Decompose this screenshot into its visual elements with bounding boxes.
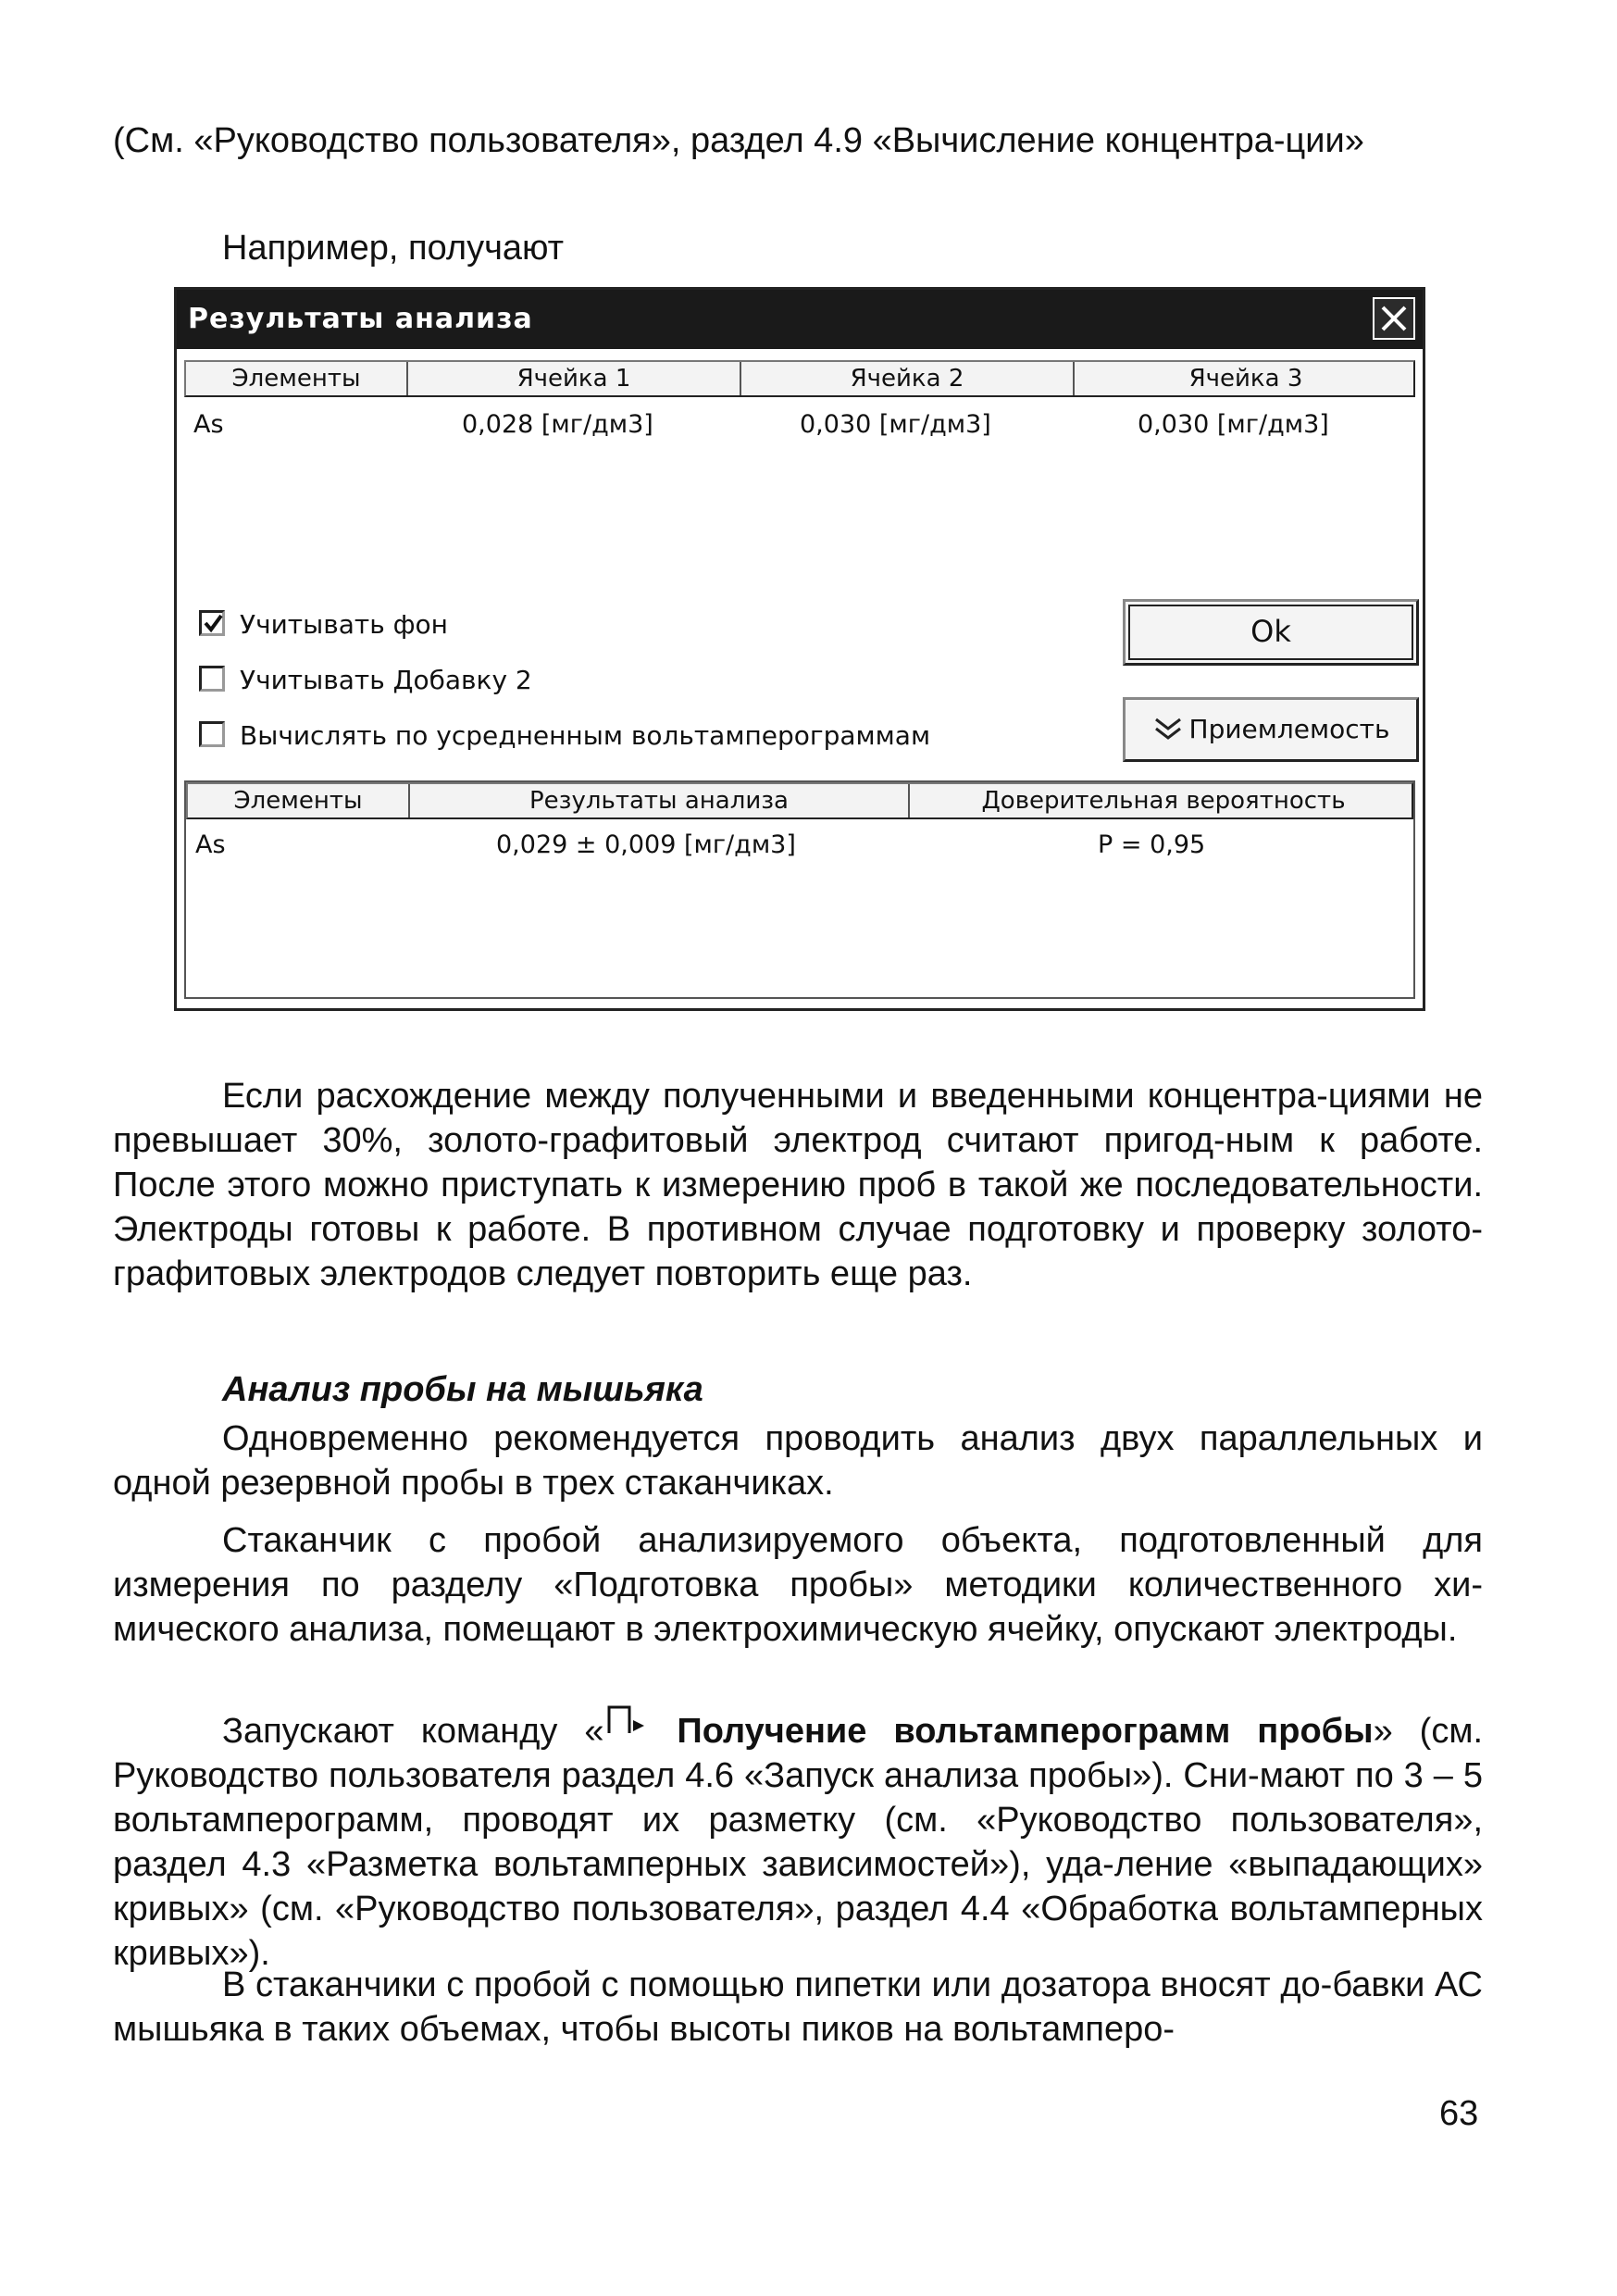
run-command-name: Получение вольтамперограмм пробы	[677, 1712, 1374, 1751]
run-command-paragraph	[113, 1702, 1483, 1976]
example-line: Например, получают	[222, 229, 565, 268]
averaged-voltammograms-checkbox[interactable]	[199, 718, 930, 755]
cell3-value: 0,030 [мг/дм3]	[1138, 410, 1329, 439]
double-chevron-down-icon	[1152, 716, 1184, 743]
column-header[interactable]: Ячейка 2	[741, 362, 1075, 395]
cells-table-header	[184, 360, 1415, 397]
column-header[interactable]: Ячейка 3	[1188, 365, 1303, 393]
checkbox-label: Учитывать Добавку 2	[240, 665, 532, 695]
column-header[interactable]: Ячейка 1	[408, 362, 741, 395]
intro-paragraph: (См. «Руководство пользователя», раздел 4.9 «Вычисление концентра-ции»	[113, 121, 1364, 160]
close-button[interactable]	[1373, 297, 1415, 340]
result-value: 0,029 ± 0,009 [мг/дм3]	[496, 830, 796, 859]
table-row[interactable]	[184, 406, 1415, 443]
analysis-results-dialog	[174, 287, 1425, 1011]
close-icon	[1380, 305, 1408, 332]
probability-value: P = 0,95	[1098, 830, 1206, 859]
addition2-checkbox[interactable]	[199, 662, 532, 699]
cell2-value: 0,030 [мг/дм3]	[800, 410, 991, 439]
cell1-value: 0,028 [мг/дм3]	[462, 410, 653, 439]
element-cell: As	[193, 410, 224, 439]
run-command-icon	[603, 1702, 650, 1739]
checkbox-label: Вычислять по усредненным вольтамперограммам	[240, 720, 931, 751]
checkmark-icon	[203, 613, 223, 633]
column-header[interactable]: Результаты анализа	[410, 784, 910, 817]
checkbox-box[interactable]	[199, 610, 225, 636]
section-heading: Анализ пробы на мышьяка	[222, 1370, 703, 1409]
simultaneous-paragraph: Одновременно рекомендуется проводить анализ двух параллельных и одной резервной пробы в трех стаканчиках.	[113, 1419, 1483, 1503]
element-cell: As	[195, 830, 226, 859]
cup-paragraph: Стаканчик с пробой анализируемого объекта, подготовленный для измерения по разделу «Подготовка пробы» методики количественного хи-мического анализа, помещают в электрохимическую ячейку, опускают электроды.	[113, 1521, 1483, 1649]
results-table-header	[186, 782, 1413, 819]
table-row[interactable]	[186, 827, 1413, 864]
checkbox-label: Учитывать фон	[240, 609, 448, 640]
dialog-title: Результаты анализа	[188, 303, 533, 335]
column-header[interactable]: Элементы	[188, 784, 410, 817]
page-number: 63	[1439, 2094, 1479, 2133]
run-rest: » (см. Руководство пользователя раздел 4.6 «Запуск анализа пробы»). Сни-мают по 3 – 5 вольтамперограмм, проводят их разметку (см. «Руководство пользователя», раздел 4.3 «Разметка вольтамперных зависимостей»), уда-ление «выпадающих» кривых» (см. «Руководство пользователя», раздел 4.4 «Обработка вольтамперных кривых»).	[113, 1712, 1484, 1973]
background-checkbox[interactable]	[199, 606, 448, 643]
run-prefix: Запускают команду «	[222, 1712, 604, 1751]
additions-paragraph: В стаканчики с пробой с помощью пипетки или дозатора вносят до-бавки АС мышьяка в таких объемах, чтобы высоты пиков на вольтамперо-	[113, 1965, 1483, 2049]
acceptability-label: Приемлемость	[1188, 714, 1390, 744]
condition-paragraph: Если расхождение между полученными и введенными концентра-циями не превышает 30%, золото-графитовый электрод считают пригод-ным к работе. После этого можно приступать к измерению проб в такой же последовательности. Электроды готовы к работе. В противном случае подготовку и проверку золото-графитовых электродов следует повторить еще раз.	[113, 1077, 1483, 1293]
dialog-titlebar	[177, 290, 1423, 349]
results-table	[184, 780, 1415, 999]
checkbox-box[interactable]	[199, 666, 225, 692]
ok-button[interactable]: Ok	[1123, 599, 1419, 666]
checkbox-box[interactable]	[199, 721, 225, 747]
acceptability-button[interactable]	[1123, 697, 1419, 762]
column-header[interactable]: Элементы	[186, 362, 408, 395]
column-header[interactable]: Доверительная вероятность	[981, 787, 1346, 815]
